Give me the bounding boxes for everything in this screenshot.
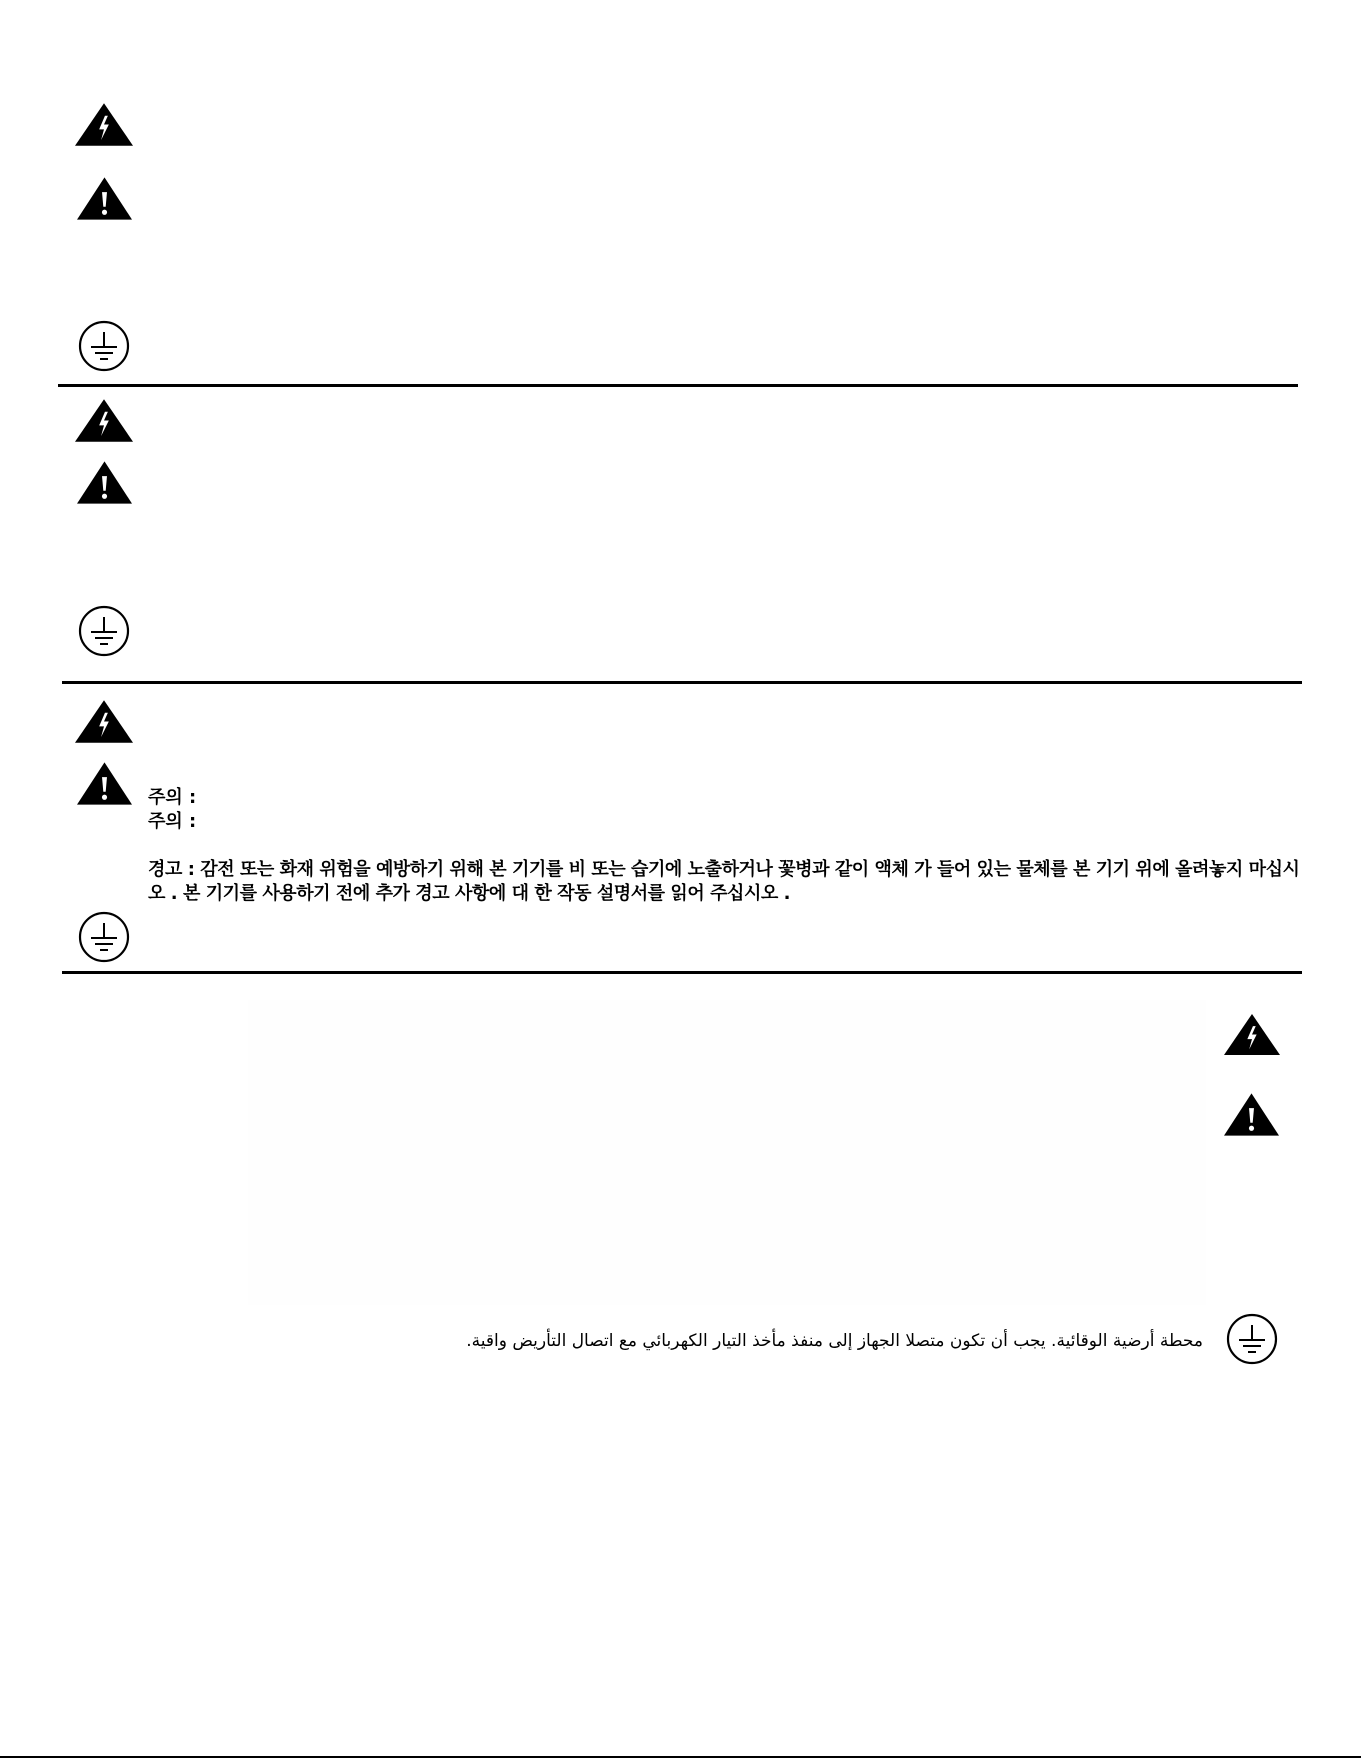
caution-exclamation-icon (1224, 1091, 1279, 1138)
electric-shock-warning-icon (75, 699, 133, 744)
protective-earth-ground-icon (78, 320, 130, 372)
electric-shock-warning-icon (75, 399, 133, 442)
protective-earth-ground-icon (1226, 1313, 1278, 1365)
caution-exclamation-icon (77, 761, 132, 806)
caution-label: 주의 : (148, 787, 197, 808)
arabic-ground-text: محطة أرضية الوقائية. يجب أن تكون متصلا الجهاز إلى منفذ مأخذ التيار الكهربائي مع اتصال التأريض واقية. (466, 1331, 1203, 1351)
electric-shock-warning-icon (1224, 1012, 1280, 1057)
protective-earth-ground-icon (78, 911, 130, 963)
section-divider (62, 971, 1302, 974)
page-bottom-edge (0, 1756, 1361, 1758)
korean-warning-text: 경고 : 감전 또는 화재 위험을 예방하기 위해 본 기기를 비 또는 습기에 노출하거나 꽃병과 같이 액체 가 들어 있는 물체를 본 기기 위에 올려놓지 마십시오 . 본 기기를 사용하기 전에 추가 경고 사항에 대 한 작동 설명서를 읽어 주십시오 . (148, 859, 1300, 904)
section-divider (62, 681, 1302, 684)
caution-label: 주의 : (148, 811, 197, 832)
caution-exclamation-icon (77, 176, 132, 221)
section-divider (58, 384, 1298, 387)
text-panel (248, 1000, 1206, 1305)
protective-earth-ground-icon (78, 605, 130, 657)
caution-exclamation-icon (77, 460, 132, 505)
electric-shock-warning-icon (75, 103, 133, 146)
